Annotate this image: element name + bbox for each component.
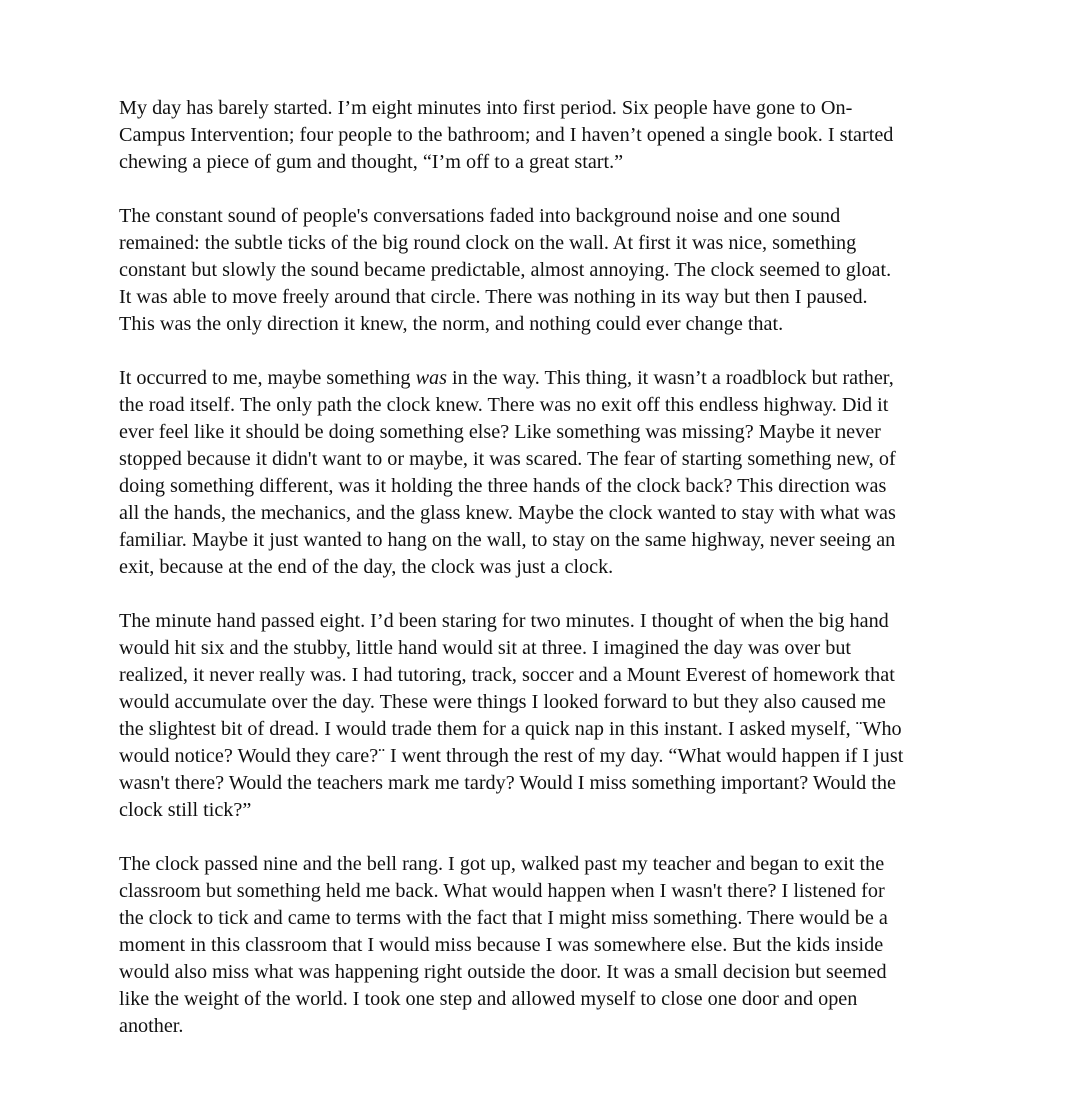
text-line: The constant sound of people's conversations faded into background noise and one sound bbox=[119, 205, 841, 227]
emphasized-word: was bbox=[415, 367, 447, 389]
paragraph-2 bbox=[119, 203, 969, 338]
document-page bbox=[119, 95, 969, 1040]
text-line: would accumulate over the day. These were things I looked forward to but they also caused me bbox=[119, 691, 886, 713]
text-line: The clock passed nine and the bell rang. I got up, walked past my teacher and began to exit the bbox=[119, 853, 885, 875]
text-line: This was the only direction it knew, the norm, and nothing could ever change that. bbox=[119, 313, 784, 335]
text-line: classroom but something held me back. What would happen when I wasn't there? I listened for bbox=[119, 880, 885, 902]
text-line: ever feel like it should be doing something else? Like something was missing? Maybe it never bbox=[119, 421, 881, 443]
paragraph-3 bbox=[119, 365, 969, 581]
text-line: The minute hand passed eight. I’d been staring for two minutes. I thought of when the big hand bbox=[119, 610, 889, 632]
text-line: doing something different, was it holding the three hands of the clock back? This direction was bbox=[119, 475, 887, 497]
text-line: familiar. Maybe it just wanted to hang on the wall, to stay on the same highway, never seeing an bbox=[119, 529, 896, 551]
text-line: exit, because at the end of the day, the clock was just a clock. bbox=[119, 556, 614, 578]
text-line: the slightest bit of dread. I would trade them for a quick nap in this instant. I asked myself, ¨Who bbox=[119, 718, 902, 740]
text-line: would also miss what was happening right outside the door. It was a small decision but seemed bbox=[119, 961, 887, 983]
text-line: It was able to move freely around that circle. There was nothing in its way but then I paused. bbox=[119, 286, 868, 308]
text-line: all the hands, the mechanics, and the glass knew. Maybe the clock wanted to stay with what was bbox=[119, 502, 896, 524]
text-line: would hit six and the stubby, little hand would sit at three. I imagined the day was over but bbox=[119, 637, 852, 659]
paragraph-4 bbox=[119, 608, 969, 824]
text-line: moment in this classroom that I would miss because I was somewhere else. But the kids inside bbox=[119, 934, 884, 956]
text-line: the road itself. The only path the clock knew. There was no exit off this endless highway. Did it bbox=[119, 394, 889, 416]
text-line: another. bbox=[119, 1015, 184, 1037]
text-line: clock still tick?” bbox=[119, 799, 252, 821]
paragraph-5 bbox=[119, 851, 969, 1040]
text-line: stopped because it didn't want to or maybe, it was scared. The fear of starting something new, of bbox=[119, 448, 896, 470]
text-fragment: in the way. This thing, it wasn’t a roadblock but rather, bbox=[446, 367, 894, 389]
text-line: wasn't there? Would the teachers mark me tardy? Would I miss something important? Would the bbox=[119, 772, 896, 794]
text-line: My day has barely started. I’m eight minutes into first period. Six people have gone to On- bbox=[119, 97, 853, 119]
text-line: remained: the subtle ticks of the big round clock on the wall. At first it was nice, something bbox=[119, 232, 857, 254]
text-line bbox=[119, 365, 969, 392]
text-line: constant but slowly the sound became predictable, almost annoying. The clock seemed to gloat. bbox=[119, 259, 892, 281]
text-line: would notice? Would they care?¨ I went through the rest of my day. “What would happen if I just bbox=[119, 745, 904, 767]
text-line: the clock to tick and came to terms with the fact that I might miss something. There would be a bbox=[119, 907, 888, 929]
text-fragment: It occurred to me, maybe something bbox=[119, 367, 416, 389]
paragraph-1 bbox=[119, 95, 969, 176]
text-line: chewing a piece of gum and thought, “I’m off to a great start.” bbox=[119, 151, 624, 173]
text-line: like the weight of the world. I took one step and allowed myself to close one door and open bbox=[119, 988, 858, 1010]
text-line: Campus Intervention; four people to the bathroom; and I haven’t opened a single book. I started bbox=[119, 124, 894, 146]
text-line: realized, it never really was. I had tutoring, track, soccer and a Mount Everest of homework that bbox=[119, 664, 895, 686]
